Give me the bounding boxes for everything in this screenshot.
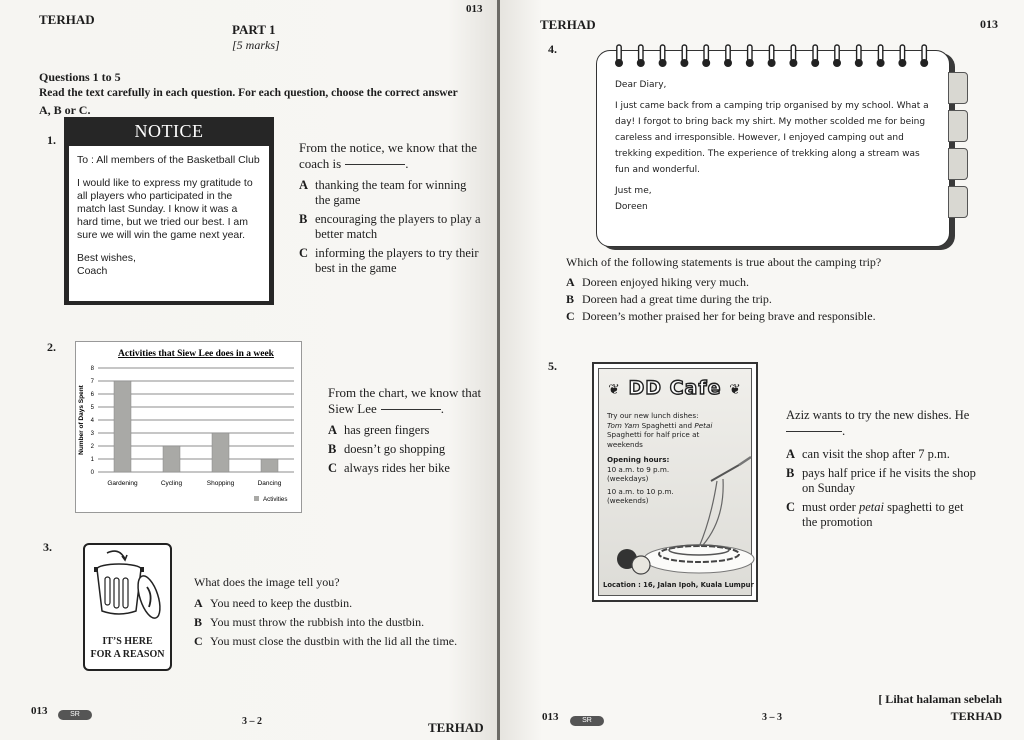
y-tick-label: 2 [90,444,94,451]
page-number: 3 – 3 [762,712,782,723]
x-tick-label: Gardening [107,480,138,487]
question-2-number: 2. [47,340,56,354]
answer-blank [345,164,405,165]
question-4-option-a[interactable]: A Doreen enjoyed hiking very much. [566,275,749,289]
question-3-option-c[interactable]: C You must close the dustbin with the lid all the time. [194,634,458,648]
spiral-ring-icon [746,45,754,67]
y-tick-label: 8 [90,366,94,373]
leaf-icon: ❦ [729,382,742,398]
sign-text: IT’S HERE FOR A REASON [90,636,165,660]
question-3-number: 3. [43,540,52,554]
question-1-option-a[interactable]: A thanking the team for winning the game [299,178,467,207]
diary-signer: Doreen [615,202,648,212]
chart-title: Activities that Siew Lee does in a week [118,349,274,359]
question-5-option-b[interactable]: B pays half price if he visits the shop on Sunday [786,466,976,495]
question-1-option-c[interactable]: C informing the players to try their best in the game [299,246,479,275]
diary-tab [948,72,968,104]
leaf-icon: ❦ [608,382,621,398]
spiral-ring-icon [768,45,776,67]
answer-blank [381,409,441,410]
x-tick-label: Cycling [160,480,183,487]
spiral-ring-icon [789,45,797,67]
instructions-text: Read the text carefully in each question. For each question, choose the correct answer [39,87,458,99]
spiral-ring-icon [637,45,645,67]
question-1-number: 1. [47,133,56,147]
publisher-logo: SR [58,706,92,724]
left-page [0,0,498,740]
question-4 [566,254,986,326]
question-4-number: 4. [548,42,557,56]
question-1: From the notice, we know that the coach is . A thanking the team for winning the game B encouraging the players to play a better match C informing the players to try their best in the game [299,140,481,275]
notice-title: NOTICE [134,121,204,141]
question-4-stem: Which of the following statements is true about the camping trip? [566,255,882,269]
notice-card [64,117,274,305]
bar-dancing [261,459,278,472]
spiral-ring-icon [724,45,732,67]
notice-body [69,146,269,301]
y-tick-label: 3 [90,431,94,438]
dustbin-sign [83,543,172,671]
x-tick-label: Shopping [206,480,235,487]
diary-body: I just came back from a camping trip organised by my school. What a day! I forgot to bring back my shirt. My mother scolded me for being careless and irresponsible. However, I enjoyed camping out and trekking expedition. The experience of trekking along a stream was fun and wonderful. [615,101,929,175]
y-tick-label: 7 [90,379,94,386]
instructions-choices: A, B or C. [39,103,91,117]
part-marks: [5 marks] [232,38,280,52]
question-2-option-b[interactable]: B doesn’t go shopping [328,442,446,456]
y-tick-label: 1 [90,457,94,464]
cafe-promo: Try our new lunch dishes: Tom Yam Spaghetti and Petai Spaghetti for half price at weekends [607,411,713,449]
question-4-option-c[interactable]: C Doreen’s mother praised her for being brave and responsible. [566,309,876,323]
x-tick-label: Dancing [257,480,282,487]
question-5-stem: Aziz wants to try the new dishes. He [786,408,970,422]
question-2-option-c[interactable]: C always rides her bike [328,461,450,475]
spiral-ring-icon [833,45,841,67]
legend-swatch [254,496,259,501]
page-number: 3 – 2 [242,716,262,727]
diary-entry [615,77,933,215]
spiral-ring-icon [877,45,885,67]
header-code: 013 [466,3,483,15]
spiral-ring-icon [659,45,667,67]
footer-code: 013 [542,711,559,723]
spiral-ring-icon [811,45,819,67]
diary-tab [948,148,968,180]
y-tick-label: 5 [90,405,94,412]
question-2-stem-line1: From the chart, we know that [328,385,482,400]
cafe-name: ❦ DD Cafe ❦ [608,377,742,399]
question-3-stem: What does the image tell you? [194,575,340,589]
spiral-ring-icon [898,45,906,67]
dustbin-icon [85,545,170,633]
question-3-option-b[interactable]: B You must throw the rubbish into the dustbin. [194,615,425,629]
question-1-stem: From the notice, we know that the coach is [299,140,477,171]
y-tick-label: 0 [90,470,94,477]
cafe-poster [592,362,758,602]
footer-classification: TERHAD [950,709,1002,723]
answer-blank [786,431,842,432]
diary-greeting: Dear Diary, [615,80,667,90]
notice-signoff: Best wishes, [77,252,136,264]
question-2: From the chart, we know that Siew Lee . A has green fingers B doesn’t go shopping C always rides her bike [328,385,488,480]
question-5: Aziz wants to try the new dishes. He . A can visit the shop after 7 p.m. B pays half price if he visits the shop on Sunday C must order petai spaghetti to get the promotion [786,407,981,534]
header-classification: TERHAD [39,12,95,27]
instructions-title: Questions 1 to 5 [39,70,121,84]
question-3 [194,574,479,653]
spiral-ring-icon [855,45,863,67]
bar-shopping [212,433,229,472]
spiral-binding-icon [597,43,949,73]
next-page-note: [ Lihat halaman sebelah [878,692,1002,706]
diary-tab [948,186,968,218]
question-2-option-a[interactable]: A has green fingers [328,423,430,437]
notice-to: To : All members of the Basketball Club [77,154,260,166]
y-tick-label: 4 [90,418,94,425]
cafe-location: Location : 16, Jalan Ipoh, Kuala Lumpur [603,581,754,589]
question-2-stem-line2: Siew Lee [328,401,377,416]
bar-chart [75,341,302,513]
y-axis-label: Number of Days Spent [78,385,85,455]
legend-label: Activities [263,496,288,503]
chart-canvas [76,342,301,512]
header-classification: TERHAD [540,17,596,32]
question-5-option-a[interactable]: A can visit the shop after 7 p.m. [786,447,950,461]
spiral-ring-icon [615,45,623,67]
question-3-option-a[interactable]: A You need to keep the dustbin. [194,596,353,610]
question-5-number: 5. [548,359,557,373]
diary-card [596,50,950,247]
notice-message: I would like to express my gratitude to all players who participated in the match last Sunday. I know it was a hard time, but we tried our best. I am sure we will win the game next year. [77,177,253,241]
cafe-opening-hours: Opening hours: 10 a.m. to 9 p.m. (weekdays) 10 a.m. to 10 p.m. (weekends) [607,455,674,505]
footer-code: 013 [31,705,48,717]
spiral-ring-icon [702,45,710,67]
spiral-ring-icon [920,45,928,67]
bar-gardening [114,381,131,472]
part-title: PART 1 [232,22,276,37]
question-1-option-b[interactable]: B encouraging the players to play a better match [299,212,481,241]
question-4-option-b[interactable]: B Doreen had a great time during the trip. [566,292,772,306]
notice-signer: Coach [77,265,108,277]
spiral-ring-icon [680,45,688,67]
diary-tab [948,110,968,142]
diary-signoff: Just me, [615,186,652,196]
header-code: 013 [980,17,998,31]
footer-classification: TERHAD [428,720,484,735]
publisher-logo: SR [570,712,604,730]
question-5-option-c[interactable]: C must order petai spaghetti to get the promotion [786,500,964,529]
y-tick-label: 6 [90,392,94,399]
bar-cycling [163,446,180,472]
